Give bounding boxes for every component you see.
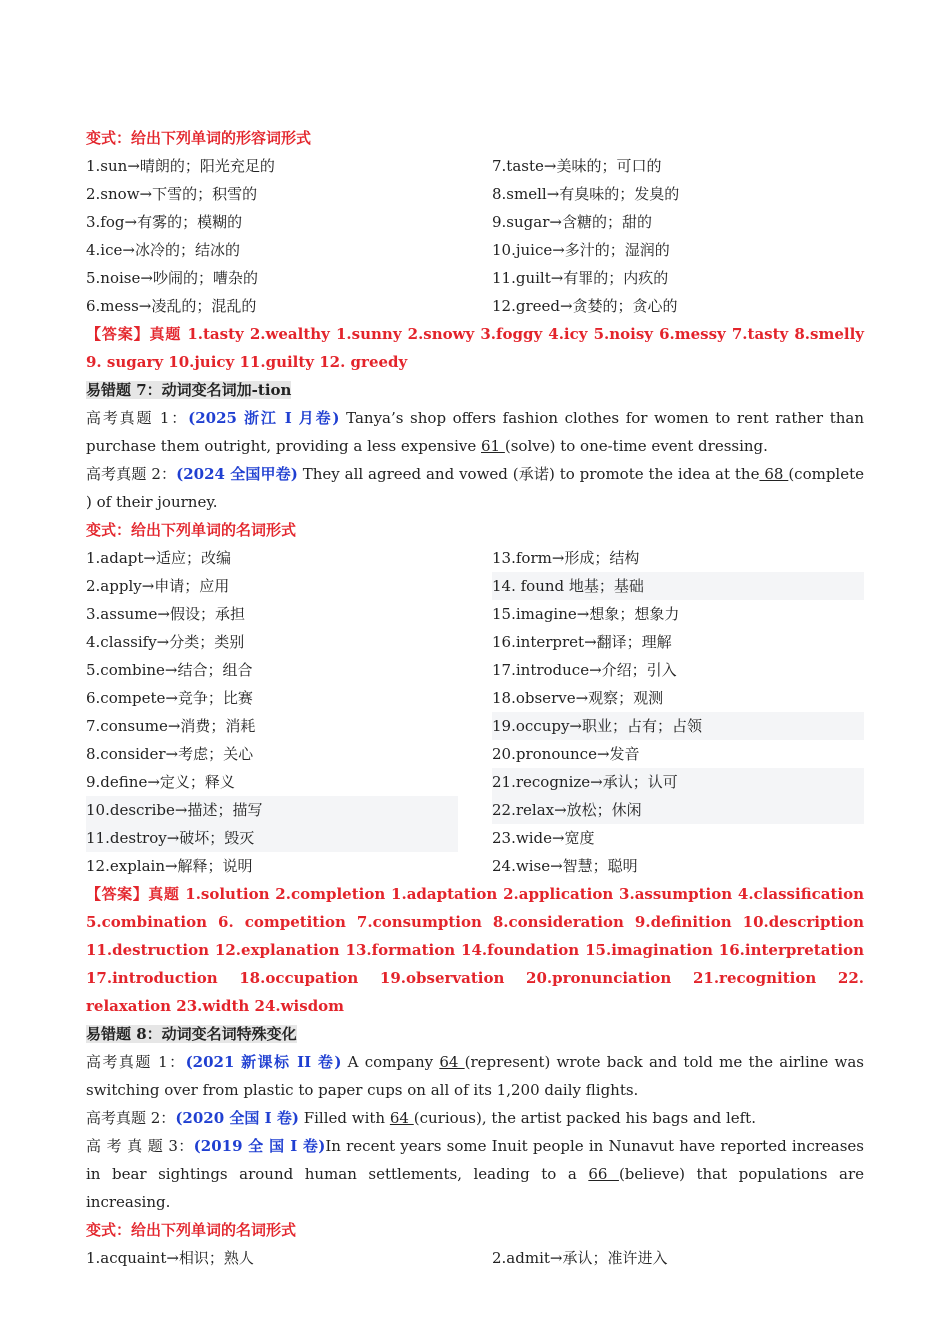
question-text: In recent years some Inuit people in Nunavut have reported increases in bear sightings around human settlements, leading to a: [86, 1137, 864, 1183]
question-text: They all agreed and vowed (承诺) to promote the idea at the: [297, 465, 760, 483]
list-item: 6.compete→竞争；比赛: [86, 689, 253, 707]
question-prefix: 高考真题 2：: [86, 1109, 176, 1127]
list-item: 12.greed→贪婪的；贪心的: [492, 297, 678, 315]
answer-blank: 64: [439, 1053, 465, 1071]
question-text: Filled with: [298, 1109, 390, 1127]
list-item: 20.pronounce→发音: [492, 745, 640, 763]
list-item: 10.describe→描述；描写: [86, 796, 458, 824]
question-text: (curious), the artist packed his bags and left.: [413, 1109, 756, 1127]
question-text: (represent) wrote back and told me the airline was switching over from plastic to paper cups on all of its 1,200 daily flights.: [86, 1053, 864, 1099]
list-item: 2.admit→承认；准许进入: [492, 1249, 668, 1267]
answer-blank: 66: [588, 1165, 619, 1183]
question-text: (believe) that populations are increasing.: [86, 1165, 865, 1211]
exam-question: [86, 1132, 864, 1216]
section-heading-7: [86, 376, 864, 404]
list-item: 12.explain→解释；说明: [86, 857, 253, 875]
list-item: 1.acquaint→相识；熟人: [86, 1249, 254, 1267]
question-source: (2024 全国甲卷): [176, 465, 298, 483]
variant-title-noun: 变式：给出下列单词的名词形式: [86, 521, 297, 539]
list-item: 23.wide→宽度: [492, 829, 595, 847]
exam-question: [86, 460, 864, 516]
question-prefix: 高考真题 1：: [86, 1053, 186, 1071]
list-item: 2.snow→下雪的；积雪的: [86, 185, 258, 203]
list-item: 5.combine→结合；组合: [86, 661, 253, 679]
question-prefix: 高考真题 2：: [86, 465, 177, 483]
exam-question: [86, 404, 864, 460]
list-item: 18.observe→观察；观测: [492, 689, 664, 707]
list-item: 4.classify→分类；类别: [86, 633, 245, 651]
list-item: 13.form→形成；结构: [492, 549, 640, 567]
list-item: 3.assume→假设；承担: [86, 605, 245, 623]
answer-blank: 64: [389, 1109, 414, 1127]
section-heading-8: [86, 1020, 864, 1048]
variant-title-noun-2: 变式：给出下列单词的名词形式: [86, 1221, 297, 1239]
list-item: 8.smell→有臭味的；发臭的: [492, 185, 680, 203]
question-text: A company: [341, 1053, 440, 1071]
list-item: 16.interpret→翻译；理解: [492, 633, 672, 651]
list-item: 11.guilt→有罪的；内疚的: [492, 269, 669, 287]
list-item: 14. found 地基；基础: [492, 572, 864, 600]
list-item: 22.relax→放松；休闲: [492, 796, 864, 824]
answer-blank: 68: [759, 465, 789, 483]
question-prefix: 高 考 真 题 3：: [86, 1137, 194, 1155]
question-text: (complete ) of their journey.: [86, 465, 865, 511]
list-item: 9.sugar→含糖的；甜的: [492, 213, 652, 231]
list-item: 1.sun→晴朗的；阳光充足的: [86, 157, 275, 175]
question-source: (2020 全国 I 卷): [175, 1109, 299, 1127]
question-source: (2025 浙江 I 月卷): [188, 409, 340, 427]
list-item: 6.mess→凌乱的；混乱的: [86, 297, 257, 315]
question-text: (solve) to one-time event dressing.: [504, 437, 768, 455]
adjective-word-list: [86, 152, 864, 320]
list-item: 2.apply→申请；应用: [86, 577, 230, 595]
list-item: 21.recognize→承认；认可: [492, 768, 864, 796]
list-item: 4.ice→冰冷的；结冰的: [86, 241, 240, 259]
list-item: 24.wise→智慧；聪明: [492, 857, 638, 875]
list-item: 10.juice→多汁的；湿润的: [492, 241, 670, 259]
answer-block-1: 【答案】真题 1.tasty 2.wealthy 1.sunny 2.snowy 3.foggy 4.icy 5.noisy 6.messy 7.tasty 8.smelly 9. sugary 10.juicy 11.guilty 12. greedy: [86, 325, 864, 371]
heading-text: 易错题 8：动词变名词特殊变化: [86, 1025, 297, 1043]
exam-question: [86, 1104, 864, 1132]
list-item: 1.adapt→适应；改编: [86, 549, 231, 567]
question-prefix: 高考真题 1：: [86, 409, 189, 427]
list-item: 7.consume→消费；消耗: [86, 717, 256, 735]
list-item: 5.noise→吵闹的；嘈杂的: [86, 269, 258, 287]
list-item: 15.imagine→想象；想象力: [492, 605, 680, 623]
answer-blank: 61: [481, 437, 505, 455]
noun-word-list-2: [86, 1244, 864, 1272]
variant-title-adjective: 变式：给出下列单词的形容词形式: [86, 129, 312, 147]
document-page: [86, 124, 864, 1272]
list-item: 17.introduce→介绍；引入: [492, 661, 677, 679]
list-item: 7.taste→美味的；可口的: [492, 157, 662, 175]
noun-word-list: [86, 544, 864, 880]
question-text: Tanya’s shop offers fashion clothes for women to rent rather than purchase them outright, providing a less expensive: [86, 409, 864, 455]
question-source: (2021 新课标 II 卷): [185, 1053, 342, 1071]
list-item: 8.consider→考虑；关心: [86, 745, 254, 763]
answer-block-2: 【答案】真题 1.solution 2.completion 1.adaptation 2.application 3.assumption 4.classification 5.combination 6. competition 7.consumption 8.consideration 9.definition 10.description 11.destruction 12.explanation 13.formation 14.foundation 15.imagination 16.interpretation 17.introduction 18.occupation 19.observation 20.pronunciation 21.recognition 22. relaxation 23.width 24.wisdom: [86, 885, 864, 1015]
heading-text: 易错题 7：动词变名词加-tion: [86, 381, 292, 399]
question-source: (2019 全 国 I 卷): [193, 1137, 326, 1155]
exam-question: [86, 1048, 864, 1104]
list-item: 9.define→定义；释义: [86, 773, 235, 791]
list-item: 19.occupy→职业；占有；占领: [492, 712, 864, 740]
list-item: 11.destroy→破坏；毁灭: [86, 824, 458, 852]
list-item: 3.fog→有雾的；模糊的: [86, 213, 243, 231]
